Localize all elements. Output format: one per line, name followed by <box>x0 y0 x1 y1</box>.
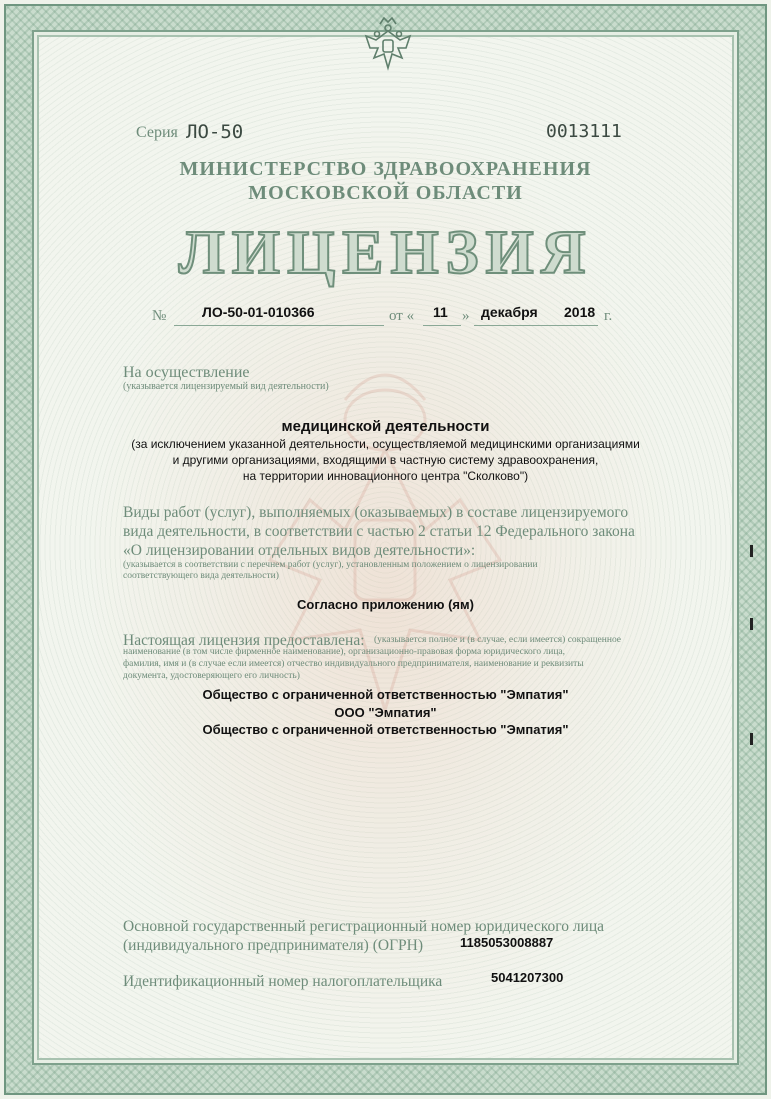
works-label-line3: «О лицензировании отдельных видов деятельности»: <box>123 542 476 559</box>
inn-value: 5041207300 <box>491 970 564 985</box>
activity-hint: (указывается лицензируемый вид деятельности) <box>123 381 329 392</box>
licensee-brand-name: Общество с ограниченной ответственностью "Эмпатия" <box>202 722 569 737</box>
license-year: 2018 <box>564 304 596 320</box>
number-label: № <box>152 308 167 324</box>
works-value: Согласно приложению (ям) <box>297 597 474 612</box>
year-suffix: г. <box>604 308 613 324</box>
works-hint-line2: соответствующего вида деятельности) <box>123 571 279 581</box>
ogrn-label-line1: Основной государственный регистрационный номер юридического лица <box>123 918 605 935</box>
works-hint-line1: (указывается в соответствии с перечнем работ (услуг), установленным положением о лицензировании <box>123 560 538 570</box>
licensee-hint-line1: (указывается полное и (в случае, если имеется) сокращенное <box>374 635 622 645</box>
series-label: Серия <box>136 124 178 141</box>
inn-label: Идентификационный номер налогоплательщика <box>123 973 443 990</box>
license-month: декабря <box>481 304 538 320</box>
document-title: ЛИЦЕНЗИЯ <box>178 219 593 287</box>
ministry-line1: МИНИСТЕРСТВО ЗДРАВООХРАНЕНИЯ <box>179 158 592 180</box>
ogrn-value: 1185053008887 <box>460 935 554 950</box>
licensee-short-name: ООО "Эмпатия" <box>334 705 437 720</box>
works-label-line1: Виды работ (услуг), выполняемых (оказываемых) в составе лицензируемого <box>123 504 629 521</box>
date-from-label: от « <box>389 308 415 324</box>
activity-note-line1: (за исключением указанной деятельности, осуществляемой медицинскими организациями <box>131 437 640 451</box>
number-underline <box>174 325 384 326</box>
licensee-hint-line3: фамилия, имя и (в случае если имеется) отчество индивидуального предпринимателя, наименование и реквизиты <box>123 659 584 669</box>
day-underline <box>423 325 461 326</box>
form-number: 0013111 <box>546 121 622 142</box>
license-number: ЛО-50-01-010366 <box>202 304 315 320</box>
scan-edge-mark <box>750 618 753 630</box>
coat-of-arms-icon <box>358 14 418 74</box>
licensee-hint-line2: наименование (в том числе фирменное наименование), организационно-правовая форма юридического лица, <box>123 647 566 657</box>
activity-label: На осуществление <box>123 364 250 381</box>
licensee-label: Настоящая лицензия предоставлена: <box>123 632 365 649</box>
licensee-full-name: Общество с ограниченной ответственностью "Эмпатия" <box>202 687 569 702</box>
month-underline <box>474 325 598 326</box>
date-close-quote: » <box>462 308 470 324</box>
activity-note-line2: и другими организациями, входящими в частную систему здравоохранения, <box>172 453 599 467</box>
activity-note-line3: на территории инновационного центра "Сколково") <box>242 469 529 483</box>
license-day: 11 <box>433 304 448 320</box>
ministry-line2: МОСКОВСКОЙ ОБЛАСТИ <box>248 182 523 204</box>
scan-edge-mark <box>750 545 753 557</box>
activity-name: медицинской деятельности <box>281 418 490 435</box>
works-label-line2: вида деятельности, в соответствии с частью 2 статьи 12 Федерального закона <box>123 523 635 540</box>
licensee-hint-line4: документа, удостоверяющего его личность) <box>123 671 300 681</box>
series-value: ЛО-50 <box>186 121 244 143</box>
ogrn-label-line2: (индивидуального предпринимателя) (ОГРН) <box>123 937 424 954</box>
scan-edge-mark <box>750 733 753 745</box>
